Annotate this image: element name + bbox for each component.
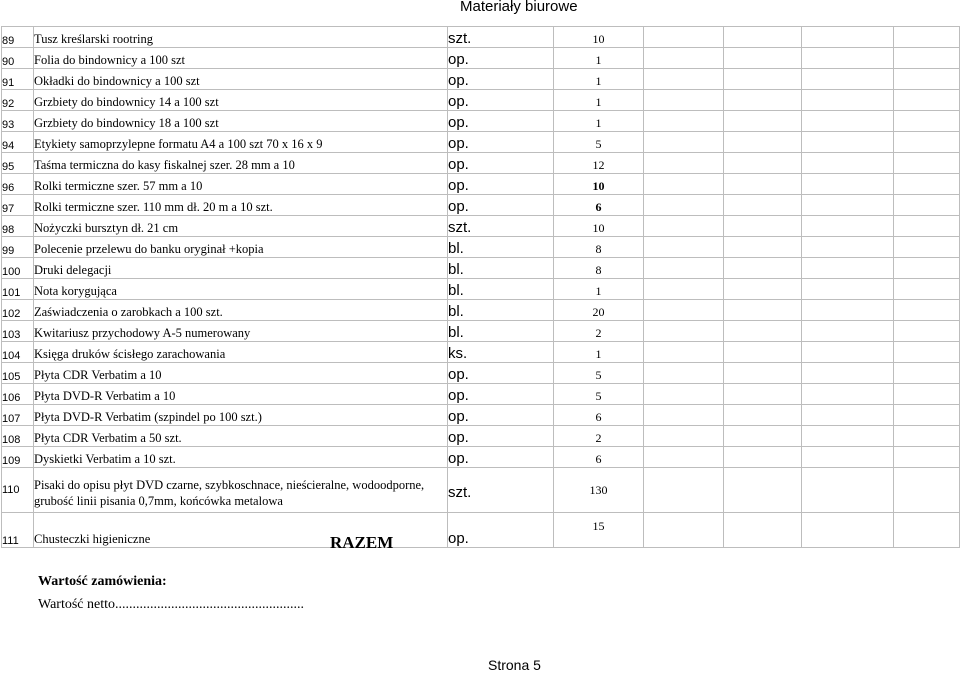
empty-cell bbox=[724, 513, 802, 548]
row-number: 108 bbox=[2, 426, 34, 447]
empty-cell bbox=[724, 279, 802, 300]
item-unit: op. bbox=[448, 174, 554, 195]
total-label: RAZEM bbox=[330, 533, 394, 552]
row-number: 102 bbox=[2, 300, 34, 321]
empty-cell bbox=[724, 405, 802, 426]
item-name: Chusteczki higieniczne bbox=[34, 513, 448, 548]
item-name: Etykiety samoprzylepne formatu A4 a 100 szt 70 x 16 x 9 bbox=[34, 132, 448, 153]
empty-cell bbox=[724, 27, 802, 48]
item-unit: op. bbox=[448, 153, 554, 174]
item-quantity: 5 bbox=[554, 384, 644, 405]
empty-cell bbox=[894, 363, 960, 384]
empty-cell bbox=[724, 48, 802, 69]
item-quantity: 8 bbox=[554, 258, 644, 279]
item-quantity: 8 bbox=[554, 237, 644, 258]
item-quantity: 6 bbox=[554, 447, 644, 468]
item-quantity: 1 bbox=[554, 111, 644, 132]
row-number: 92 bbox=[2, 90, 34, 111]
empty-cell bbox=[894, 300, 960, 321]
empty-cell bbox=[644, 384, 724, 405]
empty-cell bbox=[724, 111, 802, 132]
item-name: Grzbiety do bindownicy 14 a 100 szt bbox=[34, 90, 448, 111]
empty-cell bbox=[802, 69, 894, 90]
empty-cell bbox=[724, 342, 802, 363]
item-quantity: 1 bbox=[554, 342, 644, 363]
table-row bbox=[2, 132, 960, 153]
item-unit: szt. bbox=[448, 216, 554, 237]
item-quantity: 5 bbox=[554, 132, 644, 153]
empty-cell bbox=[802, 111, 894, 132]
empty-cell bbox=[644, 279, 724, 300]
empty-cell bbox=[894, 90, 960, 111]
empty-cell bbox=[894, 174, 960, 195]
empty-cell bbox=[644, 90, 724, 111]
item-quantity: 20 bbox=[554, 300, 644, 321]
table-row bbox=[2, 363, 960, 384]
empty-cell bbox=[802, 363, 894, 384]
row-number: 107 bbox=[2, 405, 34, 426]
empty-cell bbox=[894, 27, 960, 48]
empty-cell bbox=[644, 195, 724, 216]
empty-cell bbox=[644, 342, 724, 363]
item-unit: op. bbox=[448, 384, 554, 405]
row-number: 109 bbox=[2, 447, 34, 468]
table-row bbox=[2, 513, 960, 548]
item-unit: bl. bbox=[448, 279, 554, 300]
item-name: Rolki termiczne szer. 57 mm a 10 bbox=[34, 174, 448, 195]
empty-cell bbox=[894, 447, 960, 468]
order-value-title: Wartość zamówienia: bbox=[38, 574, 167, 589]
item-name: Taśma termiczna do kasy fiskalnej szer. 28 mm a 10 bbox=[34, 153, 448, 174]
item-quantity: 130 bbox=[554, 468, 644, 513]
table-row bbox=[2, 279, 960, 300]
item-name: Płyta CDR Verbatim a 10 bbox=[34, 363, 448, 384]
empty-cell bbox=[724, 321, 802, 342]
item-quantity: 12 bbox=[554, 153, 644, 174]
table-row bbox=[2, 321, 960, 342]
empty-cell bbox=[894, 132, 960, 153]
empty-cell bbox=[644, 153, 724, 174]
empty-cell bbox=[724, 69, 802, 90]
item-unit: op. bbox=[448, 363, 554, 384]
empty-cell bbox=[802, 153, 894, 174]
item-unit: op. bbox=[448, 405, 554, 426]
item-name: Druki delegacji bbox=[34, 258, 448, 279]
row-number: 89 bbox=[2, 27, 34, 48]
item-quantity: 10 bbox=[554, 216, 644, 237]
empty-cell bbox=[724, 195, 802, 216]
empty-cell bbox=[802, 426, 894, 447]
item-unit: op. bbox=[448, 48, 554, 69]
empty-cell bbox=[894, 216, 960, 237]
empty-cell bbox=[894, 153, 960, 174]
row-number: 95 bbox=[2, 153, 34, 174]
empty-cell bbox=[802, 48, 894, 69]
item-unit: op. bbox=[448, 69, 554, 90]
item-quantity: 15 bbox=[554, 513, 644, 548]
row-number: 93 bbox=[2, 111, 34, 132]
empty-cell bbox=[644, 447, 724, 468]
empty-cell bbox=[644, 111, 724, 132]
item-quantity: 10 bbox=[554, 174, 644, 195]
empty-cell bbox=[644, 468, 724, 513]
item-name: Folia do bindownicy a 100 szt bbox=[34, 48, 448, 69]
empty-cell bbox=[894, 258, 960, 279]
empty-cell bbox=[802, 237, 894, 258]
row-number: 105 bbox=[2, 363, 34, 384]
sheet-title: Materiały biurowe bbox=[460, 0, 578, 15]
item-name: Płyta DVD-R Verbatim (szpindel po 100 szt.) bbox=[34, 405, 448, 426]
empty-cell bbox=[644, 174, 724, 195]
empty-cell bbox=[644, 363, 724, 384]
item-unit: bl. bbox=[448, 258, 554, 279]
table-row bbox=[2, 90, 960, 111]
page-number: Strona 5 bbox=[488, 657, 541, 673]
table-row bbox=[2, 216, 960, 237]
item-unit: op. bbox=[448, 195, 554, 216]
empty-cell bbox=[802, 27, 894, 48]
table-row bbox=[2, 342, 960, 363]
row-number: 94 bbox=[2, 132, 34, 153]
item-unit: op. bbox=[448, 447, 554, 468]
item-name: Księga druków ścisłego zarachowania bbox=[34, 342, 448, 363]
item-name: Grzbiety do bindownicy 18 a 100 szt bbox=[34, 111, 448, 132]
item-unit: bl. bbox=[448, 321, 554, 342]
empty-cell bbox=[644, 69, 724, 90]
empty-cell bbox=[894, 321, 960, 342]
empty-cell bbox=[802, 279, 894, 300]
empty-cell bbox=[644, 405, 724, 426]
item-unit: ks. bbox=[448, 342, 554, 363]
empty-cell bbox=[894, 279, 960, 300]
table-row bbox=[2, 111, 960, 132]
item-name: Płyta DVD-R Verbatim a 10 bbox=[34, 384, 448, 405]
empty-cell bbox=[894, 195, 960, 216]
empty-cell bbox=[644, 132, 724, 153]
empty-cell bbox=[724, 300, 802, 321]
row-number: 101 bbox=[2, 279, 34, 300]
item-quantity: 1 bbox=[554, 69, 644, 90]
empty-cell bbox=[894, 468, 960, 513]
item-quantity: 1 bbox=[554, 48, 644, 69]
item-name: Nota korygująca bbox=[34, 279, 448, 300]
empty-cell bbox=[802, 90, 894, 111]
table-row bbox=[2, 27, 960, 48]
empty-cell bbox=[724, 468, 802, 513]
table-row bbox=[2, 447, 960, 468]
empty-cell bbox=[724, 237, 802, 258]
empty-cell bbox=[724, 426, 802, 447]
empty-cell bbox=[724, 447, 802, 468]
row-number: 97 bbox=[2, 195, 34, 216]
item-unit: op. bbox=[448, 513, 554, 548]
row-number: 111 bbox=[2, 513, 34, 548]
item-unit: op. bbox=[448, 90, 554, 111]
item-quantity: 5 bbox=[554, 363, 644, 384]
row-number: 90 bbox=[2, 48, 34, 69]
empty-cell bbox=[802, 216, 894, 237]
item-name: Polecenie przelewu do banku oryginał +kopia bbox=[34, 237, 448, 258]
empty-cell bbox=[894, 513, 960, 548]
empty-cell bbox=[644, 258, 724, 279]
table-row bbox=[2, 405, 960, 426]
empty-cell bbox=[802, 321, 894, 342]
table-row bbox=[2, 174, 960, 195]
empty-cell bbox=[894, 342, 960, 363]
item-name: Płyta CDR Verbatim a 50 szt. bbox=[34, 426, 448, 447]
item-unit: op. bbox=[448, 426, 554, 447]
table-row bbox=[2, 384, 960, 405]
empty-cell bbox=[724, 174, 802, 195]
item-name: Kwitariusz przychodowy A-5 numerowany bbox=[34, 321, 448, 342]
row-number: 100 bbox=[2, 258, 34, 279]
empty-cell bbox=[644, 426, 724, 447]
item-name: Dyskietki Verbatim a 10 szt. bbox=[34, 447, 448, 468]
item-name: Pisaki do opisu płyt DVD czarne, szybkoschnace, nieścieralne, wodoodporne, grubość linii pisania 0,7mm, końcówka metalowa bbox=[34, 468, 448, 513]
item-quantity: 10 bbox=[554, 27, 644, 48]
item-quantity: 2 bbox=[554, 426, 644, 447]
empty-cell bbox=[802, 132, 894, 153]
empty-cell bbox=[802, 258, 894, 279]
item-name: Tusz kreślarski rootring bbox=[34, 27, 448, 48]
order-table bbox=[1, 26, 960, 548]
table-row bbox=[2, 300, 960, 321]
item-quantity: 1 bbox=[554, 279, 644, 300]
empty-cell bbox=[644, 321, 724, 342]
empty-cell bbox=[802, 447, 894, 468]
row-number: 91 bbox=[2, 69, 34, 90]
table-row bbox=[2, 468, 960, 513]
empty-cell bbox=[644, 27, 724, 48]
empty-cell bbox=[894, 405, 960, 426]
table-row bbox=[2, 195, 960, 216]
net-value-line: Wartość netto...................................................... bbox=[38, 597, 305, 612]
table-row bbox=[2, 69, 960, 90]
empty-cell bbox=[724, 153, 802, 174]
item-name: Zaświadczenia o zarobkach a 100 szt. bbox=[34, 300, 448, 321]
empty-cell bbox=[724, 216, 802, 237]
empty-cell bbox=[724, 258, 802, 279]
table-row bbox=[2, 48, 960, 69]
empty-cell bbox=[894, 69, 960, 90]
row-number: 98 bbox=[2, 216, 34, 237]
item-unit: bl. bbox=[448, 237, 554, 258]
empty-cell bbox=[802, 174, 894, 195]
empty-cell bbox=[894, 48, 960, 69]
empty-cell bbox=[802, 300, 894, 321]
empty-cell bbox=[644, 48, 724, 69]
empty-cell bbox=[802, 405, 894, 426]
table-row bbox=[2, 258, 960, 279]
table-row bbox=[2, 153, 960, 174]
empty-cell bbox=[644, 513, 724, 548]
empty-cell bbox=[644, 300, 724, 321]
empty-cell bbox=[894, 111, 960, 132]
empty-cell bbox=[802, 513, 894, 548]
table-row bbox=[2, 426, 960, 447]
empty-cell bbox=[802, 195, 894, 216]
item-quantity: 2 bbox=[554, 321, 644, 342]
empty-cell bbox=[802, 468, 894, 513]
empty-cell bbox=[724, 132, 802, 153]
item-name: Nożyczki bursztyn dł. 21 cm bbox=[34, 216, 448, 237]
empty-cell bbox=[724, 363, 802, 384]
empty-cell bbox=[802, 384, 894, 405]
row-number: 104 bbox=[2, 342, 34, 363]
item-quantity: 6 bbox=[554, 195, 644, 216]
table-row bbox=[2, 237, 960, 258]
empty-cell bbox=[644, 216, 724, 237]
item-quantity: 6 bbox=[554, 405, 644, 426]
row-number: 96 bbox=[2, 174, 34, 195]
row-number: 103 bbox=[2, 321, 34, 342]
item-unit: op. bbox=[448, 111, 554, 132]
item-name: Rolki termiczne szer. 110 mm dł. 20 m a 10 szt. bbox=[34, 195, 448, 216]
item-unit: szt. bbox=[448, 468, 554, 513]
item-unit: bl. bbox=[448, 300, 554, 321]
item-unit: op. bbox=[448, 132, 554, 153]
empty-cell bbox=[894, 426, 960, 447]
item-unit: szt. bbox=[448, 27, 554, 48]
item-quantity: 1 bbox=[554, 90, 644, 111]
empty-cell bbox=[894, 384, 960, 405]
empty-cell bbox=[724, 384, 802, 405]
empty-cell bbox=[802, 342, 894, 363]
empty-cell bbox=[894, 237, 960, 258]
row-number: 110 bbox=[2, 468, 34, 513]
empty-cell bbox=[644, 237, 724, 258]
row-number: 99 bbox=[2, 237, 34, 258]
item-name: Okładki do bindownicy a 100 szt bbox=[34, 69, 448, 90]
row-number: 106 bbox=[2, 384, 34, 405]
empty-cell bbox=[724, 90, 802, 111]
